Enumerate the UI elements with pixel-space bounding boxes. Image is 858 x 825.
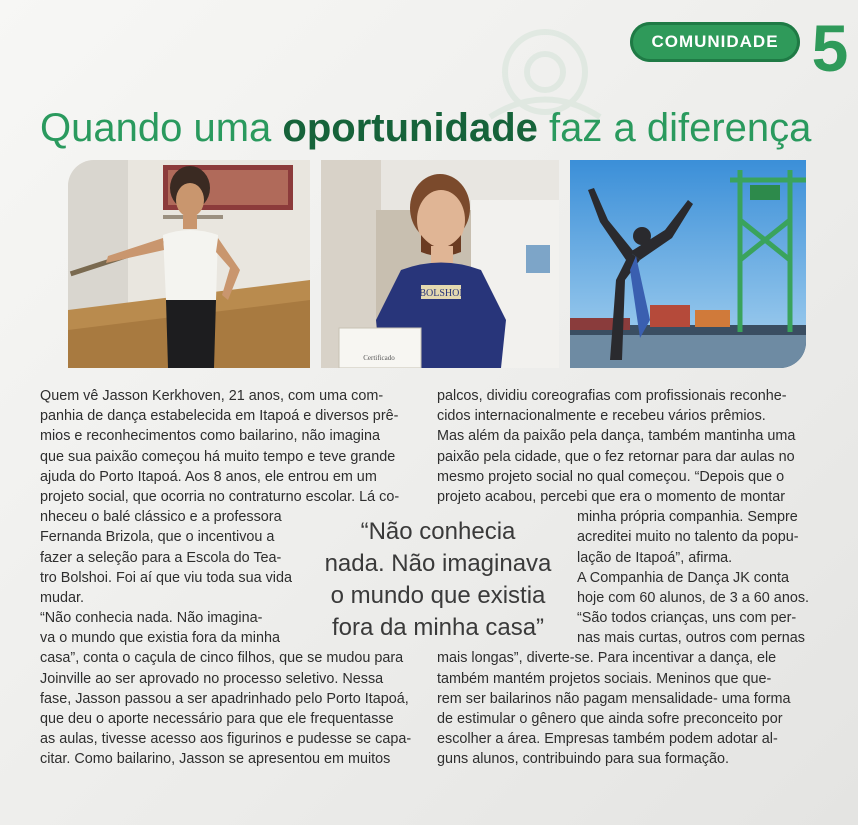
article-line: hoje com 60 alunos, de 3 a 60 anos. [577, 589, 810, 606]
article-line: mios e reconhecimentos como bailarino, não imagina [40, 428, 380, 445]
shirt-print-text: BOLSHOI [419, 288, 463, 299]
article-line: que sua paixão começou há muito tempo e teve grande [40, 448, 396, 465]
article-line: tro Bolshoi. Foi aí que viu toda sua vida [40, 569, 292, 586]
article-line: mudar. [40, 589, 84, 606]
article-line: palcos, dividiu coreografias com profissionais reconhe- [437, 388, 787, 404]
article-line: ajuda do Porto Itapoá. Aos 8 anos, ele entrou em um [40, 468, 377, 485]
young-ballet-dancer-photo [68, 160, 310, 368]
article-line: escolher a área. Empresas também podem adotar al- [437, 731, 778, 748]
article-line: casa”, conta o caçula de cinco filhos, que se mudou para [40, 650, 404, 667]
pull-quote-line: nada. Não imaginava [324, 550, 552, 577]
certificate-text: Certificado [363, 354, 395, 362]
article-line: de estimular o gênero que ainda sofre preconceito por [437, 711, 783, 727]
article-line: minha própria companhia. Sempre [577, 509, 798, 526]
page-title [40, 102, 820, 154]
headline-part-2: faz a diferença [537, 106, 812, 150]
article-line: paixão pela cidade, que o fez retornar para dar aulas no [437, 448, 795, 465]
article-line: mesmo projeto social no qual começou. “Depois que o [437, 468, 785, 485]
section-tag: COMUNIDADE [630, 22, 800, 62]
article-line: as aulas, tivesse acesso aos figurinos e pudesse se capa- [40, 731, 412, 748]
article-line: acreditei muito no talento da popu- [577, 529, 799, 546]
article-line: A Companhia de Dança JK conta [577, 569, 789, 586]
article-line: citar. Como bailarino, Jasson se apresentou em muitos [40, 751, 391, 768]
pull-quote [312, 516, 564, 644]
article-line: nheceu o balé clássico e a professora [40, 509, 282, 526]
article-line: “São todos crianças, uns com per- [577, 610, 797, 627]
dancer-with-bolshoi-certificate-photo [321, 160, 559, 368]
dancer-pose-at-port-photo [570, 160, 806, 368]
article-line: rem ser bailarinos não pagam mensalidade- uma forma [437, 690, 791, 707]
pull-quote-line: o mundo que existia [330, 582, 546, 609]
page-number: 5 [811, 11, 849, 85]
pull-quote-line: fora da minha casa” [331, 614, 545, 641]
article-line: lação de Itapoá”, afirma. [577, 549, 733, 566]
article-line: mais longas”, diverte-se. Para incentivar a dança, ele [437, 650, 777, 667]
headline-emphasis: oportunidade [282, 106, 538, 150]
article-line: nas mais curtas, outros com pernas [577, 630, 805, 647]
article-line: projeto social, que ocorria no contraturno escolar. Lá co- [40, 488, 400, 505]
article-line: Mas além da paixão pela dança, também mantinha uma [437, 428, 796, 445]
article-line: que deu o aporte necessário para que ele frequentasse [40, 711, 394, 727]
article-line: guns alunos, contribuindo para sua formação. [437, 751, 729, 768]
article-line: Joinville ao ser aprovado no processo seletivo. Nessa [40, 670, 384, 687]
article-line: va o mundo que existia fora da minha [40, 630, 280, 647]
article-line: Fernanda Brizola, que o incentivou a [40, 529, 275, 546]
article-line: fazer a seleção para a Escola do Tea- [40, 549, 282, 566]
article-line: também mantém projetos sociais. Meninos que que- [437, 670, 772, 687]
article-line: “Não conhecia nada. Não imagina- [40, 610, 263, 627]
article-line: projeto acabou, percebi que era o momento de montar [437, 488, 785, 505]
article-line: fase, Jasson passou a ser apadrinhado pelo Porto Itapoá, [40, 690, 409, 707]
pull-quote-line: “Não conhecia [360, 518, 516, 545]
article-line: panhia de dança estabelecida em Itapoá e diversos prê- [40, 408, 399, 425]
headline-part-1: Quando uma [40, 106, 283, 150]
article-line: cidos internacionalmente e recebeu vários prêmios. [437, 408, 766, 425]
article-line: Quem vê Jasson Kerkhoven, 21 anos, com uma com- [40, 388, 384, 404]
